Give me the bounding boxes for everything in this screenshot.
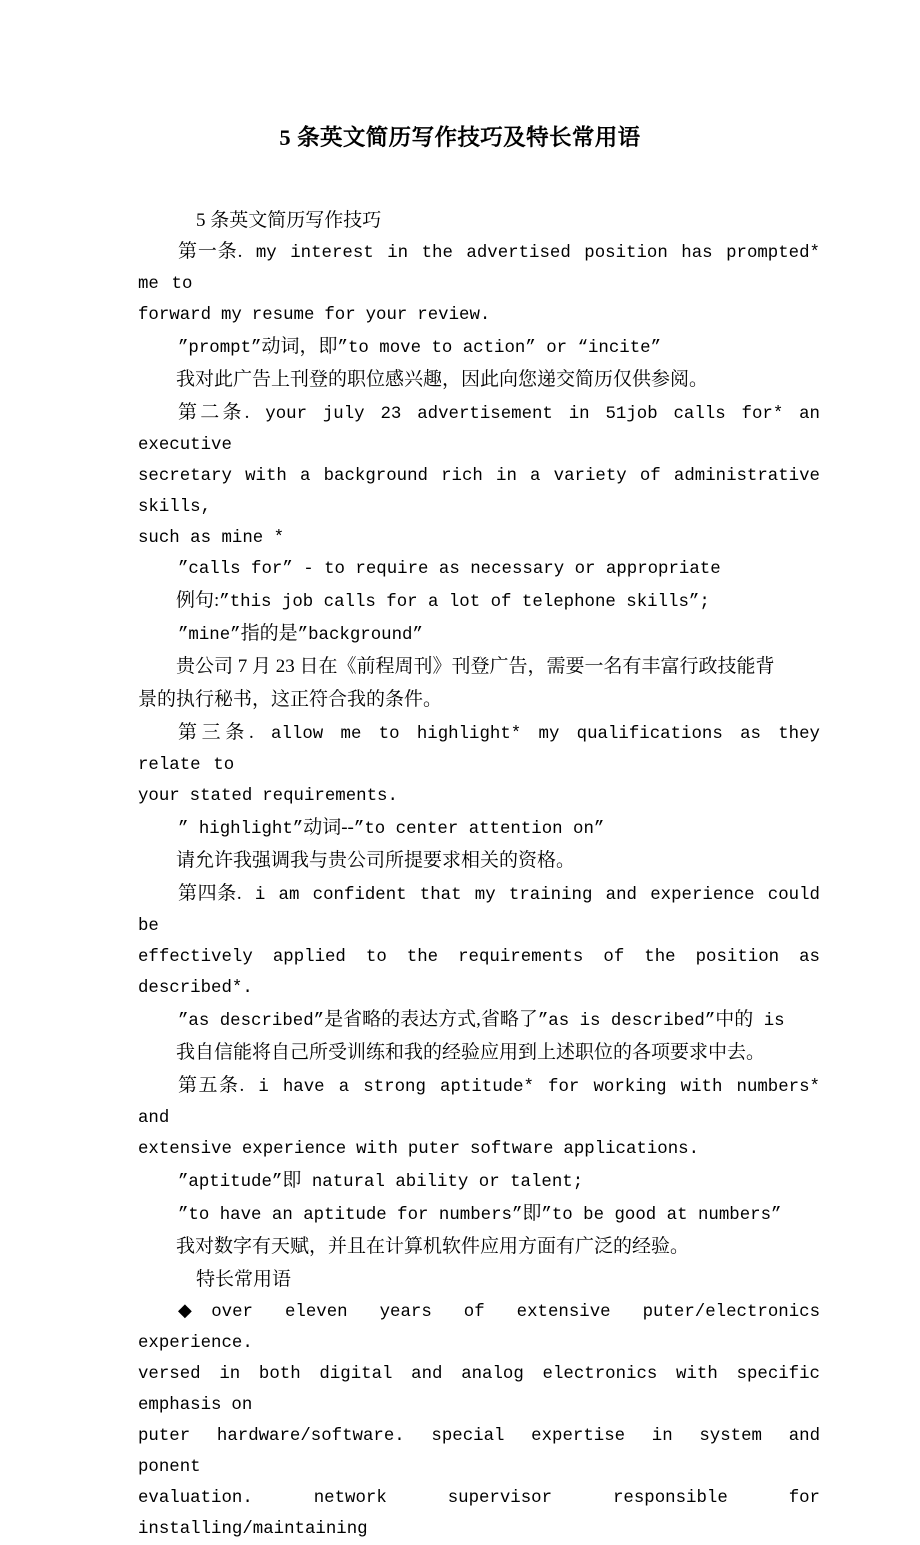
tip-2-line-3: such as mine * xyxy=(138,529,285,548)
tip-5-note-2-quote-2: ”to be good at numbers” xyxy=(541,1206,782,1225)
tip-2-note-3-quote-1: ”mine” xyxy=(178,626,241,645)
paragraph-tip-2-translation-1 xyxy=(138,651,820,684)
paragraph-tip-1-cont xyxy=(138,300,820,331)
paragraph-tip-1-translation xyxy=(138,364,820,397)
paragraph-tip-2-cont-1 xyxy=(138,461,820,523)
paragraph-skills-line-4 xyxy=(138,1483,820,1545)
tip-2-line-2: secretary with a background rich in a variety of administrative skills, xyxy=(138,467,820,517)
paragraph-tip-4-note xyxy=(138,1004,820,1037)
tip-2-note-3-cn: 指的是 xyxy=(240,623,298,644)
skills-line-2: versed in both digital and analog electronics with specific emphasis on xyxy=(138,1365,820,1415)
tip-1-note-cn: 动词，即 xyxy=(261,336,338,357)
skills-line-3: puter hardware/software. special expertise in system and ponent xyxy=(138,1427,820,1477)
tip-3-marker: 第三条. xyxy=(178,722,254,743)
tip-5-marker: 第五条. xyxy=(178,1075,245,1096)
paragraph-tip-4-translation xyxy=(138,1037,820,1070)
paragraph-tip-2-note-1 xyxy=(138,554,820,585)
diamond-bullet-icon: ◆ xyxy=(178,1300,212,1320)
paragraph-tip-3-translation xyxy=(138,845,820,878)
page-title: 5 条英文简历写作技巧及特长常用语 xyxy=(279,125,641,151)
tip-3-note-cn: 动词-- xyxy=(303,817,354,838)
paragraph-tip-1-note xyxy=(138,331,820,364)
tip-5-translation: 我对数字有天赋，并且在计算机软件应用方面有广泛的经验。 xyxy=(176,1236,690,1257)
tip-2-note-3-quote-2: ”background” xyxy=(297,626,423,645)
paragraph-tip-3-note xyxy=(138,812,820,845)
tip-1-note-quote-3: “incite” xyxy=(577,339,662,358)
tip-5-line-1: i have a strong aptitude* for working with numbers* and xyxy=(138,1078,820,1128)
tip-4-line-2: effectively applied to the requirements of the position as described*. xyxy=(138,948,820,998)
skills-line-1: over eleven years of extensive puter/electronics experience. xyxy=(138,1303,820,1353)
tip-1-note-conjunction: or xyxy=(535,339,578,358)
paragraph-tip-2-note-3 xyxy=(138,618,820,651)
tip-4-note-quote-1: ”as described” xyxy=(178,1012,325,1031)
tip-2-translation-line-1: 贵公司 7 月 23 日在《前程周刊》刊登广告，需要一名有丰富行政技能背 xyxy=(176,656,775,677)
tip-5-note-1-quote: ”aptitude” xyxy=(178,1173,283,1192)
tip-4-line-1: i am confident that my training and experience could be xyxy=(138,886,820,936)
tip-2-note-2-quote: ”this job calls for a lot of telephone skills”; xyxy=(219,593,710,612)
tip-3-line-1: allow me to highlight* my qualifications as they relate to xyxy=(138,725,820,775)
tip-3-note-quote-1: ” highlight” xyxy=(178,820,304,839)
tip-3-line-2: your stated requirements. xyxy=(138,787,398,806)
tip-2-translation-line-2: 景的执行秘书，这正符合我的条件。 xyxy=(138,689,443,710)
paragraph-skills-line-1 xyxy=(138,1295,820,1359)
tip-4-marker: 第四条. xyxy=(178,883,242,904)
paragraph-tip-5-note-1 xyxy=(138,1165,820,1198)
tip-4-note-quote-2: ”as is described” xyxy=(537,1012,716,1031)
paragraph-tip-5-translation xyxy=(138,1231,820,1264)
tip-1-note-quote-1: ”prompt” xyxy=(178,339,262,358)
paragraph-tip-2-note-2 xyxy=(138,585,820,618)
paragraph-tip-5-note-2 xyxy=(138,1198,820,1231)
paragraph-tip-3-cont xyxy=(138,781,820,812)
tip-2-note-2-label: 例句: xyxy=(176,590,220,611)
tip-5-note-2-cn: 即 xyxy=(522,1203,542,1224)
tip-2-marker: 第二条. xyxy=(178,402,250,423)
tip-4-note-tail: is xyxy=(753,1012,785,1031)
tip-4-translation: 我自信能将自己所受训练和我的经验应用到上述职位的各项要求中去。 xyxy=(176,1042,766,1063)
skills-line-4: evaluation. network supervisor responsible for installing/maintaining xyxy=(138,1489,820,1539)
paragraph-tip-4 xyxy=(138,878,820,942)
tip-2-line-1: your july 23 advertisement in 51job calls for* an executive xyxy=(138,405,820,455)
tip-1-line-2: forward my resume for your review. xyxy=(138,306,491,325)
paragraph-tip-3 xyxy=(138,717,820,781)
paragraph-tip-5-cont xyxy=(138,1134,820,1165)
paragraph-tip-5 xyxy=(138,1070,820,1134)
paragraph-tip-2 xyxy=(138,397,820,461)
paragraph-tip-4-cont xyxy=(138,942,820,1004)
paragraph-tip-2-cont-2 xyxy=(138,523,820,554)
paragraph-tip-2-translation-2 xyxy=(138,684,820,717)
tip-3-translation: 请允许我强调我与贵公司所提要求相关的资格。 xyxy=(176,850,576,871)
paragraph-tip-1 xyxy=(138,236,820,300)
tip-1-line-1: my interest in the advertised position has prompted* me to xyxy=(138,244,820,294)
tip-1-note-quote-2: ”to move to action” xyxy=(337,339,536,358)
tip-5-note-2-quote-1: ”to have an aptitude for numbers” xyxy=(178,1206,523,1225)
tip-5-note-1-en: natural ability or talent; xyxy=(301,1173,584,1192)
tip-1-translation: 我对此广告上刊登的职位感兴趣，因此向您递交简历仅供参阅。 xyxy=(176,369,709,390)
paragraph-skills-line-3 xyxy=(138,1421,820,1483)
tip-5-note-1-cn: 即 xyxy=(282,1170,302,1191)
tip-2-note-1: ”calls for” - to require as necessary or appropriate xyxy=(178,560,721,579)
tip-3-note-quote-2: ”to center attention on” xyxy=(353,820,605,839)
tip-4-note-cn-2: 中的 xyxy=(715,1009,754,1030)
tip-4-note-cn-1: 是省略的表达方式,省略了 xyxy=(324,1009,538,1030)
document-body xyxy=(138,205,820,1545)
tip-1-marker: 第一条. xyxy=(178,241,243,262)
tip-5-line-2: extensive experience with puter software applications. xyxy=(138,1140,700,1159)
paragraph-skills-line-2 xyxy=(138,1359,820,1421)
section-heading-resume-tips: 5 条英文简历写作技巧 xyxy=(196,210,382,231)
section-heading-skill-phrases: 特长常用语 xyxy=(196,1269,292,1290)
